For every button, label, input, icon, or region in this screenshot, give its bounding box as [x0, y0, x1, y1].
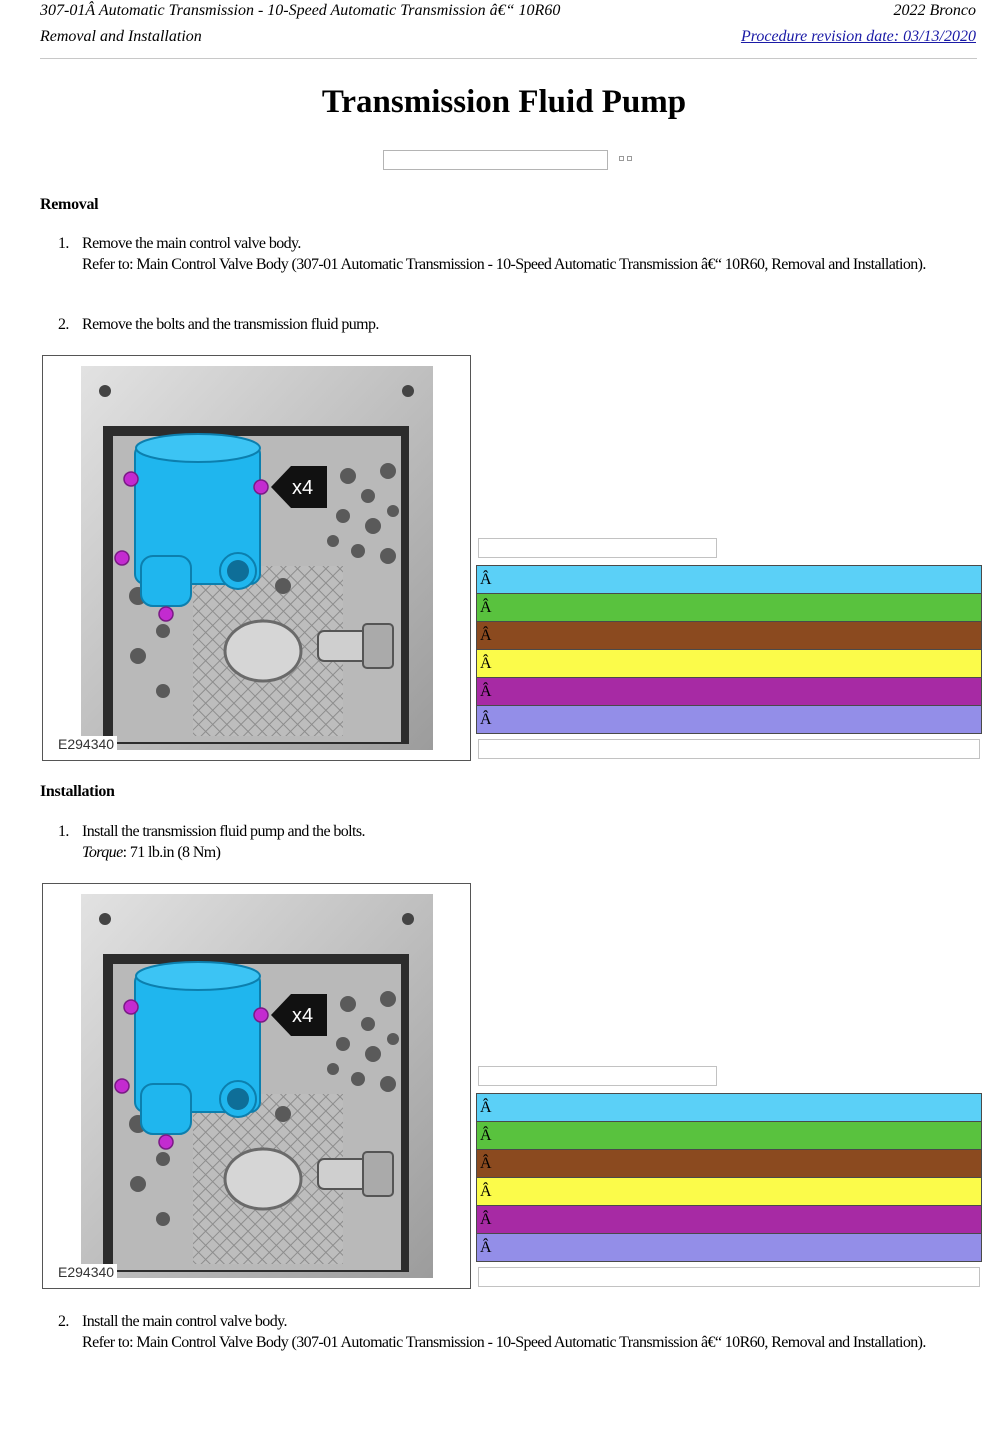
step-number: 2. — [58, 316, 69, 333]
legend-footer-cell — [478, 739, 980, 759]
removal-step-1 — [58, 233, 958, 275]
step-text: Install the main control valve body. — [82, 1313, 287, 1330]
pump-illustration — [43, 884, 470, 1288]
step-number: 1. — [58, 823, 69, 840]
header-vehicle: 2022 Bronco — [893, 2, 976, 19]
figure-callout: x4 — [292, 1005, 314, 1027]
legend-row: Â — [476, 1178, 982, 1206]
installation-heading: Installation — [40, 783, 115, 800]
legend-row: Â — [476, 1122, 982, 1150]
figure-callout: x4 — [292, 477, 314, 499]
step-text: Install the transmission fluid pump and the bolts. — [82, 823, 365, 840]
torque-spec — [82, 842, 958, 863]
header-subsection: Removal and Installation — [40, 28, 202, 45]
step-text: Remove the main control valve body. — [82, 235, 301, 252]
step-text: Remove the bolts and the transmission fluid pump. — [82, 316, 379, 333]
figure-pump-removal — [42, 355, 471, 761]
legend-row: Â — [476, 622, 982, 650]
pump-illustration — [43, 356, 470, 760]
legend-row: Â — [476, 594, 982, 622]
torque-value: : 71 lb.in (8 Nm) — [122, 844, 221, 861]
header-section-title: 307-01Â Automatic Transmission - 10-Speed Automatic Transmission â€“ 10R60 — [40, 2, 561, 19]
removal-step-2 — [58, 314, 958, 335]
legend-row: Â — [476, 565, 982, 594]
search-input[interactable] — [383, 150, 608, 170]
legend-row: Â — [476, 1093, 982, 1122]
step-reference-link[interactable]: Refer to: Main Control Valve Body (307-01 Automatic Transmission - 10-Speed Automatic Transmission â€“ 10R60, Removal and Installation). — [82, 1334, 926, 1351]
revision-date-link[interactable]: Procedure revision date: 03/13/2020 — [740, 28, 976, 45]
installation-step-1 — [58, 821, 958, 863]
legend-row: Â — [476, 706, 982, 734]
color-legend — [476, 1093, 982, 1262]
torque-label: Torque — [82, 844, 123, 861]
figure-code: E294340 — [55, 1264, 117, 1280]
step-number: 1. — [58, 235, 69, 252]
figure-pump-installation — [42, 883, 471, 1289]
header-divider — [40, 58, 977, 59]
legend-row: Â — [476, 1206, 982, 1234]
page-title: Transmission Fluid Pump — [321, 84, 687, 120]
search-buttons — [619, 156, 635, 164]
step-reference-link[interactable]: Refer to: Main Control Valve Body (307-01 Automatic Transmission - 10-Speed Automatic Transmission â€“ 10R60, Removal and Installation). — [82, 256, 926, 273]
step-number: 2. — [58, 1313, 69, 1330]
installation-step-2 — [58, 1311, 958, 1353]
legend-row: Â — [476, 678, 982, 706]
legend-row: Â — [476, 1150, 982, 1178]
color-legend — [476, 565, 982, 734]
legend-header-cell — [478, 1066, 717, 1086]
removal-heading: Removal — [40, 196, 99, 213]
legend-footer-cell — [478, 1267, 980, 1287]
search-prev-button[interactable] — [619, 156, 624, 161]
search-next-button[interactable] — [627, 156, 632, 161]
legend-row: Â — [476, 650, 982, 678]
legend-row: Â — [476, 1234, 982, 1262]
legend-header-cell — [478, 538, 717, 558]
figure-code: E294340 — [55, 736, 117, 752]
